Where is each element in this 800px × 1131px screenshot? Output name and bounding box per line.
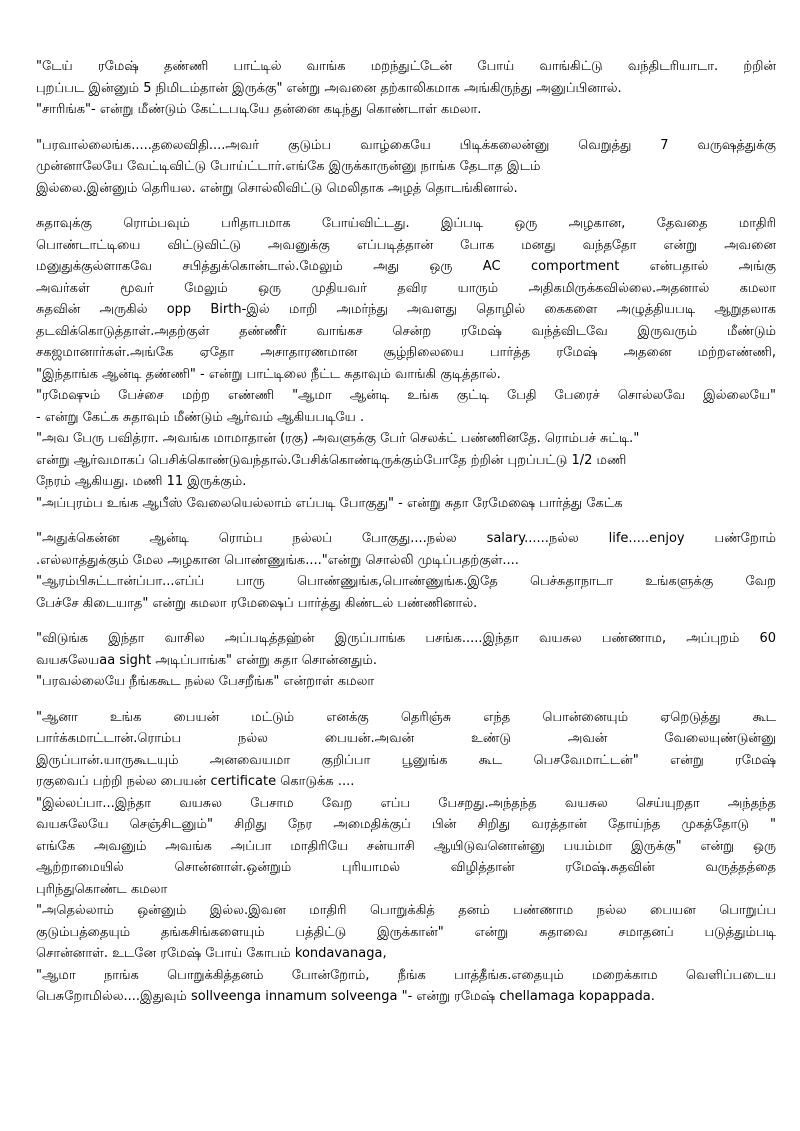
text-line: முன்னாலேயே வேட்டிவிட்டு போய்ட்டார்.எங்கே இருக்காருன்னு நாங்க தேடாத இடம் bbox=[36, 159, 541, 174]
text-line: அவர்கள் மூவர் மேலும் ஒரு முதியவர் தவிர யாரும் அதிகமிருக்கவில்லை.அதனால் கமலா bbox=[36, 280, 776, 296]
paragraph-5 bbox=[36, 628, 776, 693]
text-line: ரகுவைப் பற்றி நல்ல பையன் certificate கொடுக்க .... bbox=[36, 774, 355, 789]
paragraph-3 bbox=[36, 213, 776, 514]
text-line: "ஆனா உங்க பையன் மட்டும் எனக்கு தெரிஞ்சு எந்த பொன்னையும் ஏறெடுத்து கூட bbox=[36, 709, 776, 725]
document-page bbox=[36, 56, 776, 1008]
text-line: மனுதுக்குல்ளாகவே சபித்துக்கொன்டால்.மேலும் அது ஒரு AC comportment என்பதால் அங்கு bbox=[36, 259, 776, 274]
text-line: நேரம் ஆகியது. மணி 11 இருக்கும். bbox=[36, 474, 247, 489]
text-line: "சாரிங்க"- என்று மீண்டும் கேட்டபடியே தன்னை கடிந்து கொண்டாள் கமலா. bbox=[36, 102, 482, 117]
text-line: வயசுலேயaa sight அடிப்பாங்க" என்று சுதா சொன்னதும். bbox=[36, 652, 377, 668]
text-line: இருப்பான்.யாருகூடயும் அனவையமா குறிப்பா பூனுங்க கூட பெசவேமாட்டன்" என்று ரமேஷ் bbox=[36, 752, 776, 768]
text-line: "அப்புரம்ப உங்க ஆபீஸ் வேலையெல்லாம் எப்படி போகுது" - என்று சுதா ரேமேஷை பார்த்து கேட்க bbox=[36, 495, 623, 511]
paragraph-1 bbox=[36, 56, 776, 121]
text-line: சுதவின் அருகில் opp Birth-இல் மாறி அமர்ந்து அவளது தொழில் கைகளை அழுத்தியபடி ஆறுதலாக bbox=[36, 302, 776, 317]
text-line: தடவிக்கொடுத்தாள்.அதற்குள் தண்ணீர் வாங்கச சென்ற ரமேஷ் வந்த்விடவே இருவரும் மீண்டும் bbox=[36, 323, 776, 339]
paragraph-6 bbox=[36, 707, 776, 1008]
text-line: இல்லை.இன்னும் தெரியல. என்று சொல்லிவிட்டு மெலிதாக அழத் தொடங்கினால். bbox=[36, 180, 518, 196]
text-line: "பரவல்லையே நீங்ககூட நல்ல பேசறீங்க" என்றாள் கமலா bbox=[36, 674, 375, 689]
text-line: "இல்லப்பா...இந்தா வயசுல பேசாம வேற எப்ப பேசறது.அந்தந்த வயசுல செய்யுறதா அந்தந்த bbox=[36, 795, 776, 811]
text-line: பெசுறோமில்ல....இதுவும் sollveenga innamum solveenga "- என்று ரமேஷ் chellamaga kopappada. bbox=[36, 989, 655, 1004]
text-line: ஆற்றாமையில் சொன்னாள்.ஒன்றும் புரியாமல் விழித்தான் ரமேஷ்.சுதவின் வருத்தத்தை bbox=[36, 860, 776, 875]
text-line: "விடுங்க இந்தா வாசில அப்படித்தஹ்ன் இருப்பாங்க பசங்க.....இந்தா வயசுல பண்ணாம, அப்புறம் 60 bbox=[36, 631, 776, 646]
text-line: சொன்னாள். உடனே ரமேஷ் போய் கோபம் kondavanaga, bbox=[36, 946, 387, 961]
text-line: "அதெல்லாம் ஒன்னும் இல்ல.இவன மாதிரி பொறுக்கித் தனம் பண்ணாம நல்ல பையன பொறுப்ப bbox=[36, 903, 776, 918]
text-line: பேச்சே கிடையாத" என்று கமலா ரமேஷைப் பார்த்து கிண்டல் பண்ணினால். bbox=[36, 595, 478, 611]
text-line: பார்க்கமாட்டான்.ரொம்ப நல்ல பையன்.அவன் உண்டு அவன் வேலையுண்டுன்னு bbox=[36, 731, 776, 746]
text-line: "அதுக்கென்ன ஆன்டி ரொம்ப நல்லப் போகுது....நல்ல salary......நல்ல life.....enjoy பண்றோம் bbox=[36, 531, 776, 546]
text-line: - என்று கேட்க சுதாவும் மீண்டும் ஆர்வம் ஆகியபடியே . bbox=[36, 409, 365, 425]
text-line: குடும்பத்தையும் தங்கசிங்களையும் பத்திட்டு இருக்கான்" என்று சுதாவை சமாதனப் படுத்தும்படி bbox=[36, 924, 776, 940]
text-line: சகஜமானார்கள்.அங்கே ஏதோ அசாதாரணமான சூழ்நிலையை பார்த்த ரமேஷ் அதனை மற்றஎண்ணி, bbox=[36, 345, 776, 360]
text-line: புரிந்துகொண்ட கமலா bbox=[36, 881, 168, 897]
paragraph-2 bbox=[36, 135, 776, 200]
text-line: "பரவால்லைங்க.....தலைவிதி....அவர் குடும்ப வாழ்கையே பிடிக்கலைன்னு வெறுத்து 7 வருஷத்துக்கு bbox=[36, 137, 776, 153]
text-line: "இந்தாங்க ஆன்டி தண்ணி" - என்று பாட்டிலை நீட்ட சுதாவும் வாங்கி குடித்தால். bbox=[36, 366, 501, 382]
text-line: பொண்டாட்டியை விட்டுவிட்டு அவனுக்கு எப்படித்தான் போக மனது வந்ததோ என்று அவனை bbox=[36, 237, 776, 253]
text-line: "அவ பேரு பவித்ரா. அவங்க மாமாதான் (ரகு) அவளுக்கு பேர் செலக்ட் பண்ணினதே. ரொம்பச் சுட்டி." bbox=[36, 431, 640, 446]
text-line: சுதாவுக்கு ரொம்பவும் பரிதாபமாக போய்விட்டது. இப்படி ஒரு அழகான, தேவதை மாதிரி bbox=[36, 216, 776, 231]
text-line: "ரமேஷும் பேச்சை மற்ற எண்ணி "ஆமா ஆன்டி உங்க குட்டி பேதி பேரைச் சொல்லவே இல்லையே" bbox=[36, 388, 776, 403]
text-line: வயசுலேயே செஞ்சிடனும்" சிறிது நேர அமைதிக்குப் பின் சிறிது வரத்தான் தோய்ந்த முகத்தோடு " bbox=[36, 817, 776, 832]
paragraph-4 bbox=[36, 528, 776, 614]
text-line: "ஆரம்பிசுட்டான்ப்பா...எப்ப் பாரு பொண்ணுங்க,பொண்ணுங்க.இதே பெச்சுதாநாடா உங்களுக்கு வேற bbox=[36, 574, 776, 589]
text-line: "டேய் ரமேஷ் தண்ணி பாட்டில் வாங்க மறந்துட்டேன் போய் வாங்கிட்டு வந்திடரியாடா. ற்றின் bbox=[36, 59, 776, 74]
text-line: புறப்பட இன்னும் 5 நிமிடம்தான் இருக்கு" என்று அவனை தற்காலிகமாக அங்கிருந்து அனுப்பினால். bbox=[36, 80, 622, 96]
text-line: எங்கே அவனும் அவங்க அப்பா மாதிரியே சன்யாசி ஆயிடுவனொன்னு பயம்மா இருக்கு" என்று ஒரு bbox=[36, 838, 776, 854]
text-line: .எல்லாத்துக்கும் மேல அழகான பொண்ணுங்க...."என்று சொல்லி முடிப்பதற்குள்.... bbox=[36, 552, 519, 568]
text-line: என்று ஆர்வமாகப் பெசிக்கொண்டுவந்தால்.பேசிக்கொண்டிருக்கும்போதே ற்றின் புறப்பட்டு 1/2 மணி bbox=[36, 452, 627, 468]
text-line: "ஆமா நாங்க பொறுக்கித்தனம் போன்றோம், நீங்க பாத்தீங்க.எதையும் மறைக்காம வெளிப்படைய bbox=[36, 967, 776, 983]
